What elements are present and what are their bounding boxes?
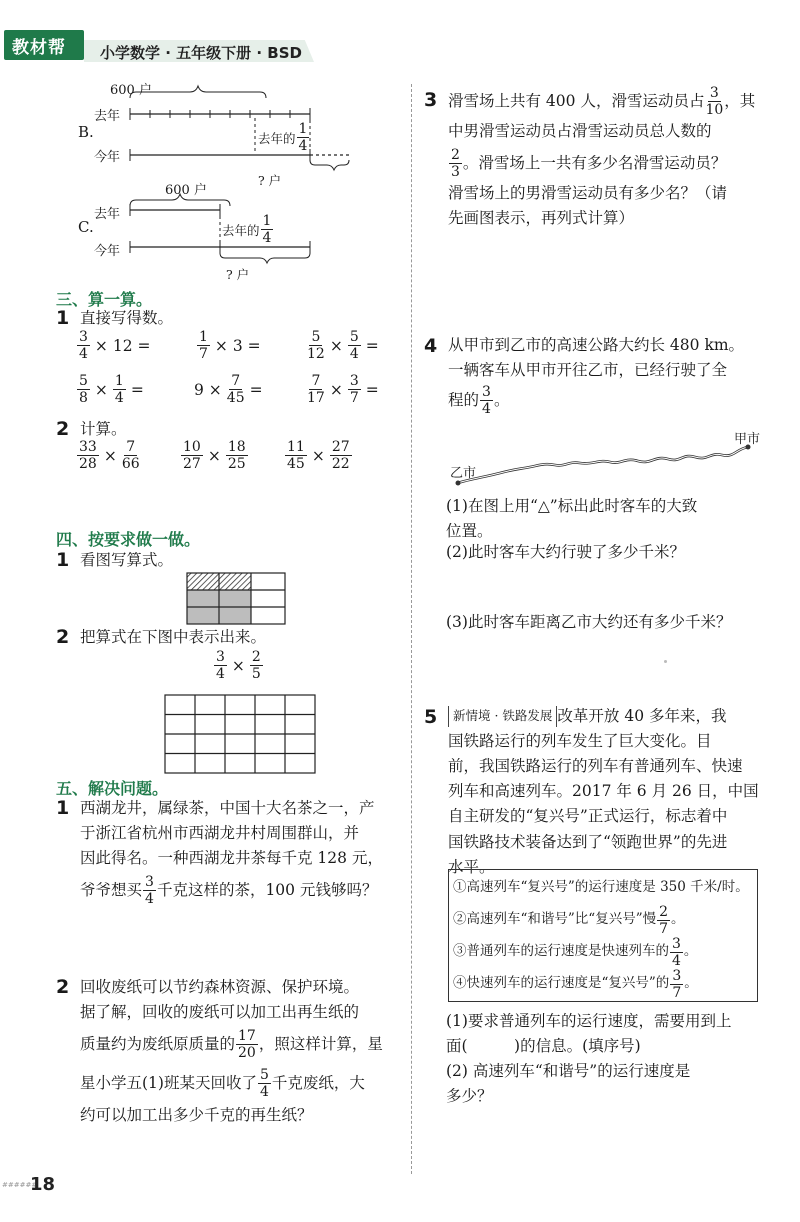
diagram-c-this-year: 今年 (94, 244, 121, 259)
text-line (448, 86, 773, 117)
frac-den: 8 (79, 390, 88, 406)
frac-den: 4 (672, 952, 681, 969)
diagram-c-option: C. (78, 218, 94, 236)
frac-den: 20 (238, 1045, 256, 1062)
frac-den: 45 (226, 390, 245, 406)
frac-den: 7 (199, 346, 208, 362)
q5-sub2 (446, 1059, 776, 1109)
frac-den: 10 (705, 102, 724, 118)
q5-body (448, 704, 773, 880)
text-line: 位置。 (446, 522, 493, 541)
text-fragment: 。 (684, 975, 698, 992)
frac-num: 3 (482, 384, 491, 401)
frac-num: 5 (259, 1067, 269, 1084)
frac-num: 33 (79, 439, 97, 455)
diagram-b-annotation (258, 122, 310, 153)
frac-num: 17 (238, 1028, 256, 1045)
text-line: 约可以加工出多少千克的再生纸？ (80, 1106, 313, 1125)
text-line: 列车和高速列车。2017 年 6 月 26 日，中国 (448, 782, 759, 801)
empty-grid[interactable] (164, 694, 316, 774)
frac-den: 22 (331, 456, 350, 472)
speck (664, 660, 667, 663)
frac-num: 5 (311, 329, 321, 345)
frac-den: 45 (287, 456, 305, 472)
calc-operator: × 3 = (214, 336, 261, 355)
times-sign: × (207, 446, 221, 465)
info-line-3 (453, 936, 753, 968)
text-line (448, 148, 773, 179)
compute-item-1 (76, 440, 141, 471)
text-line: 据了解，回收的废纸可以加工出再生纸的 (80, 1003, 360, 1022)
text-line: 国铁路技术装备达到了“领跑世界”的先进 (448, 832, 728, 851)
text-line: 先画图表示，再列式计算） (448, 209, 635, 228)
q4-body (448, 333, 773, 416)
compute-item-3 (284, 440, 353, 471)
text-line: 自主研发的“复兴号”正式运行，标志着中 (448, 807, 728, 826)
info-line-1 (453, 872, 753, 904)
times-sign: × (103, 446, 117, 465)
text-line: 滑雪场上的男滑雪运动员有多少名？（请 (448, 184, 728, 203)
text-line: 中男滑雪运动员占滑雪运动员总人数的 (448, 122, 712, 140)
diagram-c-annotation (222, 214, 274, 245)
map-city-jia: 甲市 (734, 432, 761, 447)
shaded-grid (186, 572, 288, 626)
frac-den: 27 (183, 456, 201, 472)
text-fragment: 千克这样的茶，100 元钱够吗？ (156, 881, 378, 900)
text-line (448, 385, 773, 416)
frac-num: 5 (349, 329, 359, 345)
info-line-2 (453, 904, 753, 936)
frac-num: 18 (227, 439, 246, 455)
frac-den: 3 (451, 164, 460, 181)
info-box (448, 869, 758, 1002)
frac-den: 4 (482, 401, 491, 418)
q3-2-text: 计算。 (80, 420, 127, 438)
book-title: 小学数学 · 五年级下册 · BSD (100, 44, 302, 62)
city-b-dot (456, 481, 461, 486)
text-line: 一辆客车从甲市开往乙市，已经行驶了全 (448, 361, 728, 380)
q3-1-number: 1 (56, 307, 70, 329)
text-line: (1)在图上用“△”标出此时客车的大致 (446, 497, 698, 515)
q4-2-expression (213, 650, 264, 681)
times-sign: × (311, 446, 325, 465)
frac-num: 11 (287, 439, 305, 455)
frac-den: 7 (672, 984, 682, 1001)
calc-operator: × 12 = (94, 336, 151, 355)
q4-1-text: 看图写算式。 (80, 551, 174, 569)
frac-den: 7 (349, 390, 359, 406)
frac-num: 7 (231, 373, 241, 389)
frac-den: 4 (349, 346, 359, 362)
calc-item-5 (194, 374, 263, 405)
annotation-text: 去年的 (222, 222, 260, 238)
frac-den: 4 (145, 891, 154, 908)
frac-den: 4 (298, 138, 308, 154)
q4-2-text: 把算式在下图中表示出来。 (80, 628, 267, 646)
q5-2-number: 2 (56, 976, 70, 998)
text-line (80, 1029, 402, 1060)
text-line: (1)要求普通列车的运行速度，需要用到上 (446, 1012, 732, 1030)
frac-num: 3 (145, 874, 154, 891)
diagram-b-option: B. (78, 123, 94, 141)
text-fragment: 。 (683, 943, 698, 960)
text-fragment: 程的 (448, 391, 480, 410)
diagram-c-total: 600 户 (165, 183, 207, 198)
section5-title: 五、解决问题。 (56, 779, 169, 798)
calc-item-4 (76, 374, 144, 405)
text-fragment: ，照这样计算，星 (258, 1035, 383, 1054)
text-line (80, 1068, 402, 1099)
text-fragment: 滑雪场上共有 400 人，滑雪运动员占 (448, 91, 705, 110)
text-fragment: 爷爷想买 (80, 881, 143, 900)
calc-item-1 (76, 330, 150, 361)
q5-number: 5 (424, 706, 438, 728)
calc-equals: = (365, 336, 379, 355)
text-line (448, 704, 773, 729)
frac-den: 4 (262, 230, 272, 246)
frac-num: 5 (79, 373, 88, 389)
frac-num: 3 (216, 649, 225, 665)
frac-num: 3 (672, 935, 681, 952)
frac-num: 7 (311, 373, 321, 389)
q4-2-number: 2 (56, 626, 70, 648)
calc-operator: × (329, 380, 343, 399)
frac-den: 4 (216, 666, 225, 682)
calc-lead: 9 × (194, 380, 222, 399)
section3-title: 三、算一算。 (56, 290, 153, 309)
q4-number: 4 (424, 335, 438, 357)
calc-operator: × (94, 380, 108, 399)
frac-den: 4 (259, 1084, 269, 1101)
text-fragment: ①高速列车“复兴号”的运行速度是 350 千米/时。 (453, 879, 749, 896)
frac-den: 7 (659, 920, 669, 937)
text-line: 于浙江省杭州市西湖龙井村周围群山，并 (80, 824, 360, 843)
footer-tiny-text: ###### (2, 1181, 38, 1189)
frac-den: 17 (307, 390, 325, 406)
frac-num: 1 (262, 213, 272, 229)
frac-num: 1 (298, 121, 308, 137)
text-fragment: ，其 (724, 91, 756, 110)
text-fragment: 。 (493, 391, 510, 410)
diagram-b-this-year: 今年 (94, 150, 121, 165)
info-line-4 (453, 968, 753, 1000)
calc-item-2 (196, 330, 261, 361)
frac-den: 66 (121, 456, 140, 472)
column-divider (411, 84, 412, 1174)
frac-num: 2 (659, 903, 669, 920)
text-fragment: 星小学五(1)班某天回收了 (80, 1074, 257, 1093)
diagram-c-last-year: 去年 (94, 207, 121, 222)
text-line: (2) 高速列车“和谐号”的运行速度是 (446, 1062, 691, 1080)
text-fragment: 改革开放 40 多年来，我 (557, 707, 727, 725)
annotation-text: 去年的 (258, 130, 296, 146)
text-fragment: ②高速列车“和谐号”比“复兴号”慢 (453, 911, 657, 928)
text-fragment: ④快速列车的运行速度是“复兴号”的 (453, 975, 670, 992)
brand-label: 教材帮 (12, 38, 66, 58)
text-line (80, 875, 402, 906)
frac-num: 1 (199, 329, 208, 345)
times-sign: × (231, 656, 245, 675)
text-line: 回收废纸可以节约森林资源、保护环境。 (80, 978, 360, 996)
q3-body (448, 86, 773, 231)
route-map[interactable] (440, 425, 780, 495)
frac-den: 25 (227, 456, 246, 472)
frac-num: 3 (709, 85, 719, 101)
q3-number: 3 (424, 89, 438, 111)
q5-1-body (80, 796, 402, 906)
frac-num: 3 (672, 967, 682, 984)
frac-num: 3 (79, 329, 88, 345)
text-line: 水平。 (448, 857, 495, 876)
diagram-c-unknown: ? 户 (226, 267, 250, 282)
q5-2-body (80, 975, 402, 1128)
text-fragment: 。 (671, 911, 685, 928)
map-city-yi: 乙市 (450, 466, 477, 481)
frac-num: 7 (126, 439, 136, 455)
text-fragment: 。滑雪场上一共有多少名滑雪运动员？ (462, 154, 727, 173)
text-line: 从甲市到乙市的高速公路大约长 480 km。 (448, 336, 745, 354)
context-tag: 新情境 · 铁路发展 (448, 706, 557, 726)
q4-1-number: 1 (56, 549, 70, 571)
frac-num: 10 (183, 439, 201, 455)
text-line: 西湖龙井，属绿茶，中国十大名茶之一，产 (80, 799, 375, 817)
calc-equals: = (249, 380, 263, 399)
annotation-fraction (261, 214, 274, 245)
text-fragment: ③普通列车的运行速度是快速列车的 (453, 943, 669, 960)
text-line: 多少？ (446, 1087, 493, 1106)
q5-1-number: 1 (56, 797, 70, 819)
calc-equals: = (130, 380, 144, 399)
frac-num: 3 (349, 373, 359, 389)
frac-den: 5 (251, 666, 261, 682)
q4-sub3: (3)此时客车距离乙市大约还有多少千米？ (446, 613, 732, 631)
page-number: 18 (30, 1174, 56, 1195)
frac-num: 27 (331, 439, 350, 455)
diagram-b-last-year: 去年 (94, 109, 121, 124)
text-fragment: 千克废纸，大 (271, 1074, 365, 1093)
text-line: 因此得名。一种西湖龙井茶每千克 128 元， (80, 849, 383, 868)
frac-den: 4 (114, 390, 124, 406)
frac-den: 4 (79, 346, 88, 362)
frac-num: 2 (451, 147, 460, 164)
q3-2-number: 2 (56, 418, 70, 440)
q5-sub1 (446, 1009, 776, 1059)
frac-num: 1 (114, 373, 124, 389)
q4-sub2: (2)此时客车大约行驶了多少千米？ (446, 543, 685, 561)
text-line: 前，我国铁路运行的列车有普通列车、快速 (448, 757, 743, 776)
calc-operator: × (329, 336, 343, 355)
text-line: 面( )的信息。(填序号) (446, 1037, 641, 1056)
frac-den: 28 (79, 456, 97, 472)
diagram-b-unknown: ? 户 (258, 173, 282, 188)
text-fragment: 质量约为废纸原质量的 (80, 1035, 236, 1054)
text-line: 国铁路运行的列车发生了巨大变化。目 (448, 732, 712, 751)
calc-item-3 (306, 330, 379, 361)
diagram-b-total: 600 户 (110, 83, 152, 98)
compute-item-2 (180, 440, 249, 471)
section4-title: 四、按要求做一做。 (56, 530, 201, 549)
q3-1-text: 直接写得数。 (80, 309, 174, 327)
frac-num: 2 (251, 649, 261, 665)
frac-den: 12 (307, 346, 325, 362)
q4-sub1 (446, 494, 776, 544)
calc-item-6 (306, 374, 379, 405)
annotation-fraction (297, 122, 310, 153)
calc-equals: = (365, 380, 379, 399)
